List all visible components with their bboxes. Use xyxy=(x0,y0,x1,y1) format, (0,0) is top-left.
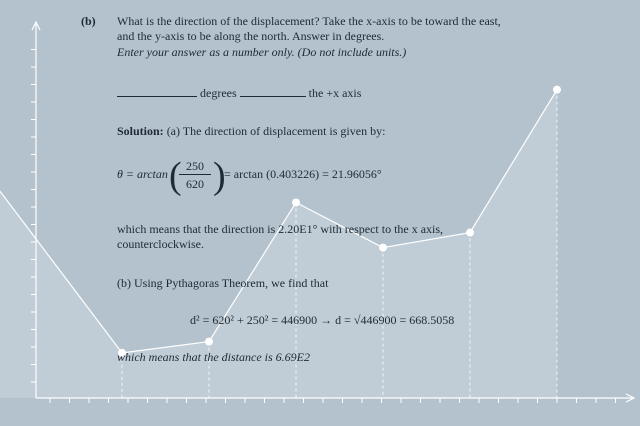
question-line-2: and the y-axis to be along the north. Answer in degrees. xyxy=(117,29,385,43)
data-point xyxy=(553,86,561,94)
question-line-1: What is the direction of the displacement? Take the x-axis to be toward the east, xyxy=(117,14,501,28)
pythagoras-equation: d² = 620² + 250² = 446900 → d = √446900 = 668.5058 xyxy=(190,313,455,327)
axis-label: the +x axis xyxy=(308,86,362,100)
right-paren: ) xyxy=(213,155,226,197)
part-label: (b) xyxy=(81,14,96,28)
solution-intro: (a) The direction of displacement is given by: xyxy=(166,124,386,138)
solution-heading: Solution: xyxy=(117,124,164,138)
degrees-label: degrees xyxy=(200,86,237,100)
fraction-numerator: 250 xyxy=(179,159,211,175)
solution-intro-row xyxy=(117,124,385,138)
theta-lhs: θ = arctan xyxy=(117,167,168,181)
fraction-denominator: 620 xyxy=(186,177,204,191)
data-point xyxy=(205,338,213,346)
data-point xyxy=(379,244,387,252)
part-b-intro: (b) Using Pythagoras Theorem, we find that xyxy=(117,276,329,290)
direction-line-2: counterclockwise. xyxy=(117,237,204,251)
direction-answer-blank[interactable] xyxy=(240,86,306,97)
left-paren: ( xyxy=(169,155,182,197)
answer-row xyxy=(117,86,361,100)
distance-result: which means that the distance is 6.69E2 xyxy=(117,350,310,364)
theta-rhs: = arctan (0.403226) = 21.96056° xyxy=(224,167,382,181)
direction-line-1: which means that the direction is 2.20E1° with respect to the x axis, xyxy=(117,222,444,236)
data-point xyxy=(292,198,300,206)
data-point xyxy=(466,229,474,237)
degrees-answer-blank[interactable] xyxy=(117,86,197,97)
question-instruction: Enter your answer as a number only. (Do not include units.) xyxy=(117,45,407,59)
